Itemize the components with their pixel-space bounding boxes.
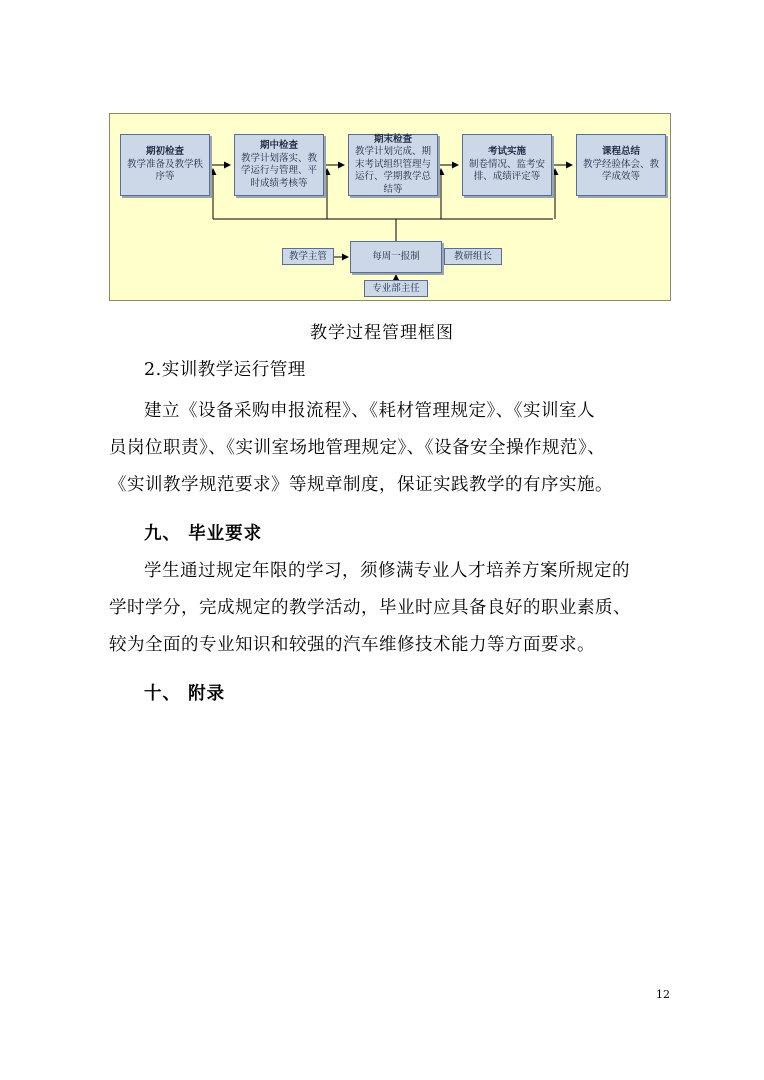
stage-body: 教学计划完成、期末考试组织管理与运行、学期教学总结等	[354, 146, 431, 195]
stage-title: 考试实施	[487, 146, 526, 158]
paragraph-line: 建立《设备采购申报流程》、《耗材管理规定》、《实训室人	[144, 401, 595, 421]
section-9-heading: 九、 毕业要求	[144, 524, 263, 544]
paragraph-line: 较为全面的专业知识和较强的汽车维修技术能力等方面要求。	[109, 635, 595, 655]
research-group-leader-label: 教研组长	[444, 248, 502, 265]
teaching-supervisor-label: 教学主管	[282, 248, 334, 265]
stage-box-5	[576, 134, 666, 196]
stage-box-2	[234, 134, 324, 196]
section-9-paragraph	[109, 553, 674, 664]
section-2-paragraph	[109, 393, 674, 504]
stage-title: 期初检查	[145, 146, 184, 158]
paragraph-line: 学时学分，完成规定的教学活动，毕业时应具备良好的职业素质、	[109, 598, 631, 618]
stage-title: 期中检查	[259, 140, 298, 151]
stage-title: 期末检查	[373, 133, 412, 145]
stage-body: 教学准备及教学秩序等	[126, 158, 203, 183]
paragraph-line: 《实训教学规范要求》等规章制度，保证实践教学的有序实施。	[109, 475, 613, 495]
stage-body: 制卷情况、监考安排、成绩评定等	[468, 158, 545, 183]
flow-diagram	[109, 113, 671, 301]
section-10-heading: 十、 附录	[144, 684, 226, 704]
stage-title: 课程总结	[601, 146, 640, 158]
stage-body: 教学经验体会、教学成效等	[582, 158, 659, 183]
diagram-caption: 教学过程管理框图	[310, 323, 454, 343]
stage-box-3	[348, 134, 438, 196]
department-director-label: 专业部主任	[364, 280, 428, 297]
stage-box-1	[120, 134, 210, 196]
paragraph-line: 员岗位职责》、《实训室场地管理规定》、《设备安全操作规范》、	[109, 438, 606, 458]
paragraph-line: 学生通过规定年限的学习，须修满专业人才培养方案所规定的	[144, 561, 630, 581]
page-number: 12	[656, 988, 670, 1001]
section-2-heading: 2.实训教学运行管理	[144, 360, 306, 380]
stage-body: 教学计划落实、教学运行与管理、平时成绩考核等	[240, 152, 317, 189]
weekly-report-box: 每周一报制	[350, 241, 442, 273]
stage-box-4	[462, 134, 552, 196]
